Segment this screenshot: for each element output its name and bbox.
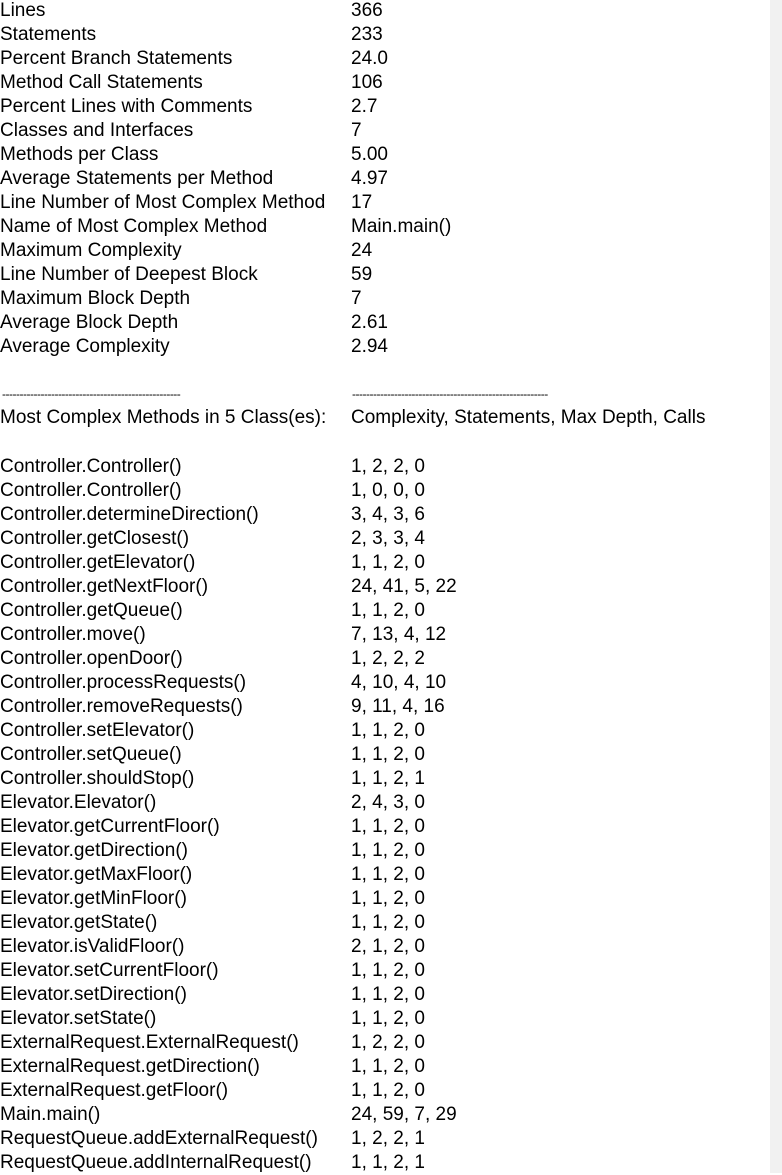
summary-label: Name of Most Complex Method	[0, 216, 268, 237]
summary-value: 2.61	[351, 312, 388, 333]
method-metrics: 1, 1, 2, 0	[351, 552, 425, 573]
method-name: RequestQueue.addExternalRequest()	[0, 1128, 318, 1149]
method-name: Elevator.getCurrentFloor()	[0, 816, 220, 837]
summary-value: 7	[351, 120, 362, 141]
method-name: Elevator.getDirection()	[0, 840, 188, 861]
method-name: Controller.getElevator()	[0, 552, 196, 573]
method-metrics: 1, 1, 2, 0	[351, 816, 425, 837]
method-name: Controller.move()	[0, 624, 146, 645]
method-metrics: 1, 1, 2, 0	[351, 744, 425, 765]
summary-value: 233	[351, 24, 383, 45]
method-metrics: 1, 0, 0, 0	[351, 480, 425, 501]
method-name: Controller.Controller()	[0, 456, 182, 477]
method-metrics: 1, 1, 2, 0	[351, 720, 425, 741]
summary-value: 106	[351, 72, 383, 93]
summary-label: Average Complexity	[0, 336, 170, 357]
summary-value: 7	[351, 288, 362, 309]
summary-value: 366	[351, 0, 383, 21]
summary-label: Average Statements per Method	[0, 168, 274, 189]
method-name: Controller.setElevator()	[0, 720, 195, 741]
method-metrics: 2, 1, 2, 0	[351, 936, 425, 957]
method-metrics: 1, 1, 2, 0	[351, 840, 425, 861]
method-metrics: 24, 41, 5, 22	[351, 576, 457, 597]
method-metrics: 1, 1, 2, 0	[351, 1056, 425, 1077]
methods-header-label: Most Complex Methods in 5 Class(es):	[0, 407, 327, 428]
separator-right: --------------------------------------------------------	[352, 387, 548, 401]
method-name: Controller.getQueue()	[0, 600, 183, 621]
method-name: Controller.removeRequests()	[0, 696, 243, 717]
method-name: Elevator.setDirection()	[0, 984, 187, 1005]
method-metrics: 1, 1, 2, 0	[351, 912, 425, 933]
method-name: Elevator.isValidFloor()	[0, 936, 185, 957]
methods-header-columns: Complexity, Statements, Max Depth, Calls	[351, 407, 706, 428]
method-metrics: 3, 4, 3, 6	[351, 504, 425, 525]
method-name: ExternalRequest.ExternalRequest()	[0, 1032, 299, 1053]
method-metrics: 1, 1, 2, 0	[351, 1080, 425, 1101]
summary-value: 59	[351, 264, 373, 285]
method-name: Elevator.setState()	[0, 1008, 157, 1029]
method-metrics: 1, 1, 2, 0	[351, 888, 425, 909]
method-name: Controller.getNextFloor()	[0, 576, 209, 597]
method-name: Main.main()	[0, 1104, 101, 1125]
method-name: ExternalRequest.getDirection()	[0, 1056, 260, 1077]
method-metrics: 1, 1, 2, 0	[351, 1008, 425, 1029]
summary-label: Average Block Depth	[0, 312, 179, 333]
summary-label: Percent Lines with Comments	[0, 96, 253, 117]
method-metrics: 1, 2, 2, 2	[351, 648, 425, 669]
method-metrics: 7, 13, 4, 12	[351, 624, 447, 645]
method-metrics: 1, 1, 2, 1	[351, 1152, 425, 1173]
method-metrics: 1, 1, 2, 0	[351, 984, 425, 1005]
method-name: Elevator.Elevator()	[0, 792, 157, 813]
method-name: Controller.determineDirection()	[0, 504, 259, 525]
method-metrics: 2, 4, 3, 0	[351, 792, 425, 813]
summary-label: Lines	[0, 0, 46, 21]
summary-label: Line Number of Deepest Block	[0, 264, 258, 285]
summary-value: 17	[351, 192, 373, 213]
method-metrics: 1, 2, 2, 0	[351, 1032, 425, 1053]
summary-value: 5.00	[351, 144, 388, 165]
summary-label: Method Call Statements	[0, 72, 203, 93]
method-name: Controller.Controller()	[0, 480, 182, 501]
method-name: RequestQueue.addInternalRequest()	[0, 1152, 312, 1173]
method-metrics: 1, 1, 2, 0	[351, 960, 425, 981]
summary-label: Methods per Class	[0, 144, 159, 165]
method-metrics: 24, 59, 7, 29	[351, 1104, 457, 1125]
summary-value: 24.0	[351, 48, 388, 69]
method-name: Controller.setQueue()	[0, 744, 182, 765]
method-name: Elevator.getMaxFloor()	[0, 864, 193, 885]
summary-value: Main.main()	[351, 216, 452, 237]
method-metrics: 1, 2, 2, 1	[351, 1128, 425, 1149]
method-name: Controller.getClosest()	[0, 528, 190, 549]
summary-label: Maximum Block Depth	[0, 288, 191, 309]
method-name: Elevator.getState()	[0, 912, 158, 933]
summary-value: 2.94	[351, 336, 388, 357]
summary-value: 24	[351, 240, 373, 261]
method-name: ExternalRequest.getFloor()	[0, 1080, 229, 1101]
summary-label: Line Number of Most Complex Method	[0, 192, 326, 213]
summary-label: Maximum Complexity	[0, 240, 182, 261]
summary-value: 4.97	[351, 168, 388, 189]
method-metrics: 1, 2, 2, 0	[351, 456, 425, 477]
summary-label: Statements	[0, 24, 97, 45]
method-name: Controller.processRequests()	[0, 672, 247, 693]
method-name: Controller.openDoor()	[0, 648, 183, 669]
scrollbar[interactable]	[770, 0, 782, 1173]
summary-value: 2.7	[351, 96, 378, 117]
method-metrics: 2, 3, 3, 4	[351, 528, 425, 549]
method-name: Controller.shouldStop()	[0, 768, 195, 789]
method-metrics: 9, 11, 4, 16	[351, 696, 445, 717]
method-name: Elevator.setCurrentFloor()	[0, 960, 219, 981]
method-metrics: 1, 1, 2, 0	[351, 600, 425, 621]
separator-left: ---------------------------------------------------	[2, 387, 181, 401]
method-metrics: 1, 1, 2, 0	[351, 864, 425, 885]
method-name: Elevator.getMinFloor()	[0, 888, 187, 909]
method-metrics: 1, 1, 2, 1	[351, 768, 425, 789]
summary-label: Percent Branch Statements	[0, 48, 233, 69]
method-metrics: 4, 10, 4, 10	[351, 672, 447, 693]
summary-label: Classes and Interfaces	[0, 120, 194, 141]
